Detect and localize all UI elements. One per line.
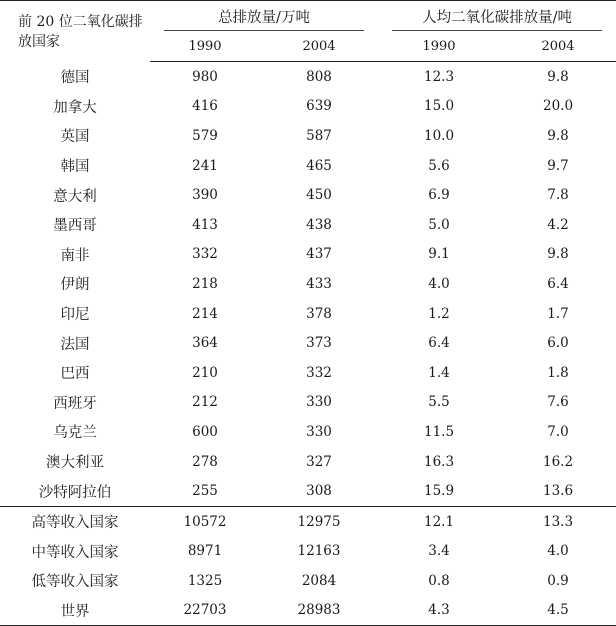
country-row — [0, 417, 616, 447]
country-row — [0, 62, 616, 92]
per-capita-2004-cell: 6.0 — [547, 335, 569, 352]
per-capita-2004-cell: 13.3 — [500, 506, 616, 536]
total-2004-cell: 808 — [306, 68, 332, 85]
total-emissions-label: 总排放量/万吨 — [218, 9, 310, 26]
total-1990-cell: 1325 — [187, 572, 223, 589]
per-capita-1990-cell: 5.5 — [428, 394, 450, 411]
country-name-cell: 德国 — [60, 70, 90, 87]
total-1990-cell: 364 — [192, 335, 218, 352]
country-row — [0, 240, 616, 270]
total-2004-cell: 12975 — [260, 506, 378, 536]
per-capita-1990-cell: 11.5 — [423, 423, 455, 440]
total-1990-cell: 255 — [192, 483, 218, 500]
total-2004-cell: 308 — [306, 483, 332, 500]
total-1990-cell: 10572 — [150, 506, 260, 536]
per-capita-2004-cell: 4.2 — [547, 216, 569, 233]
year-header: 1990 — [150, 31, 260, 62]
country-row — [0, 269, 616, 299]
per-capita-2004-cell: 1.8 — [547, 364, 569, 381]
country-name-cell: 加拿大 — [53, 99, 97, 116]
income-group-row — [0, 537, 616, 567]
per-capita-1990-cell: 15.9 — [423, 483, 455, 500]
per-capita-1990-cell: 0.8 — [428, 572, 450, 589]
per-capita-2004-cell: 0.9 — [547, 572, 569, 589]
country-name-cell: 伊朗 — [60, 277, 90, 294]
per-capita-2004-cell: 9.7 — [547, 157, 569, 174]
total-2004-cell: 378 — [306, 305, 332, 322]
total-2004-cell: 587 — [306, 127, 332, 144]
per-capita-1990-cell: 16.3 — [423, 453, 455, 470]
per-capita-1990-cell: 1.2 — [428, 305, 450, 322]
row-label-header: 前 20 位二氧化碳排放国家 — [0, 1, 150, 62]
per-capita-2004-cell: 7.6 — [547, 394, 569, 411]
per-capita-header — [378, 1, 616, 32]
country-row — [0, 476, 616, 506]
per-capita-2004-cell: 16.2 — [542, 453, 574, 470]
country-name-cell: 低等收入国家 — [31, 574, 119, 591]
country-row — [0, 299, 616, 329]
per-capita-1990-cell: 5.6 — [428, 157, 450, 174]
total-1990-cell: 332 — [192, 246, 218, 263]
country-row — [0, 180, 616, 210]
country-name-cell: 高等收入国家 — [0, 506, 150, 536]
per-capita-2004-cell: 4.5 — [500, 596, 616, 626]
total-2004-cell: 433 — [306, 275, 332, 292]
country-name-cell: 澳大利亚 — [46, 455, 104, 472]
country-name-cell: 韩国 — [60, 159, 90, 176]
country-name-cell: 西班牙 — [53, 395, 97, 412]
country-row — [0, 328, 616, 358]
per-capita-1990-cell: 4.0 — [428, 275, 450, 292]
country-name-cell: 南非 — [60, 247, 90, 264]
total-1990-cell: 600 — [192, 423, 218, 440]
per-capita-2004-cell: 7.0 — [547, 423, 569, 440]
total-2004-cell: 327 — [306, 453, 332, 470]
total-2004-cell: 450 — [306, 187, 332, 204]
country-row — [0, 447, 616, 477]
total-2004-cell: 330 — [306, 423, 332, 440]
country-name-cell: 乌克兰 — [53, 425, 97, 442]
total-2004-cell: 2084 — [301, 572, 337, 589]
total-1990-cell: 413 — [192, 216, 218, 233]
per-capita-1990-cell: 15.0 — [423, 98, 455, 115]
per-capita-2004-cell: 6.4 — [547, 275, 569, 292]
per-capita-2004-cell: 13.6 — [542, 483, 574, 500]
per-capita-1990-cell: 6.9 — [428, 187, 450, 204]
total-2004-cell: 373 — [306, 335, 332, 352]
per-capita-2004-cell: 7.8 — [547, 187, 569, 204]
total-emissions-header — [150, 1, 378, 32]
header-row-groups — [0, 1, 616, 32]
per-capita-2004-cell: 4.0 — [547, 543, 569, 560]
total-1990-cell: 579 — [192, 127, 218, 144]
total-1990-cell: 278 — [192, 453, 218, 470]
per-capita-1990-cell: 1.4 — [428, 364, 450, 381]
total-1990-cell: 8971 — [187, 543, 223, 560]
per-capita-1990-cell: 10.0 — [423, 127, 455, 144]
total-2004-cell: 465 — [306, 157, 332, 174]
per-capita-1990-cell: 9.1 — [428, 246, 450, 263]
per-capita-1990-cell: 5.0 — [428, 216, 450, 233]
total-1990-cell: 212 — [192, 394, 218, 411]
total-1990-cell: 241 — [192, 157, 218, 174]
country-name-cell: 法国 — [60, 336, 90, 353]
total-2004-cell: 330 — [306, 394, 332, 411]
per-capita-2004-cell: 20.0 — [542, 98, 574, 115]
year-header: 2004 — [500, 31, 616, 62]
per-capita-1990-cell: 3.4 — [428, 543, 450, 560]
per-capita-2004-cell: 9.8 — [547, 68, 569, 85]
country-name-cell: 墨西哥 — [53, 218, 97, 235]
per-capita-2004-cell: 1.7 — [547, 305, 569, 322]
country-row — [0, 121, 616, 151]
table-header — [0, 1, 616, 62]
total-2004-cell: 332 — [306, 364, 332, 381]
country-row — [0, 92, 616, 122]
total-2004-cell: 28983 — [260, 596, 378, 626]
country-name-cell: 英国 — [60, 129, 90, 146]
table-body — [0, 62, 616, 626]
year-header: 1990 — [378, 31, 500, 62]
total-1990-cell: 980 — [192, 68, 218, 85]
total-1990-cell: 22703 — [150, 596, 260, 626]
per-capita-1990-cell: 6.4 — [428, 335, 450, 352]
total-2004-cell: 12163 — [297, 543, 341, 560]
per-capita-label: 人均二氧化碳排放量/吨 — [422, 9, 572, 26]
country-name-cell: 沙特阿拉伯 — [38, 484, 112, 501]
group-underline — [392, 30, 602, 31]
total-2004-cell: 437 — [306, 246, 332, 263]
country-name-cell: 印尼 — [60, 307, 90, 324]
country-row — [0, 388, 616, 418]
per-capita-2004-cell: 9.8 — [547, 127, 569, 144]
income-group-row — [0, 506, 616, 536]
income-group-row — [0, 596, 616, 626]
total-1990-cell: 210 — [192, 364, 218, 381]
year-header: 2004 — [260, 31, 378, 62]
country-row — [0, 210, 616, 240]
total-1990-cell: 390 — [192, 187, 218, 204]
total-2004-cell: 639 — [306, 98, 332, 115]
per-capita-1990-cell: 4.3 — [378, 596, 500, 626]
income-group-row — [0, 566, 616, 596]
total-1990-cell: 218 — [192, 275, 218, 292]
per-capita-1990-cell: 12.1 — [378, 506, 500, 536]
total-1990-cell: 214 — [192, 305, 218, 322]
country-row — [0, 358, 616, 388]
total-1990-cell: 416 — [192, 98, 218, 115]
group-underline — [164, 30, 364, 31]
per-capita-2004-cell: 9.8 — [547, 246, 569, 263]
total-2004-cell: 438 — [306, 216, 332, 233]
country-name-cell: 中等收入国家 — [31, 544, 119, 561]
country-name-cell: 巴西 — [60, 366, 90, 383]
country-name-cell: 世界 — [0, 596, 150, 626]
country-row — [0, 151, 616, 181]
per-capita-1990-cell: 12.3 — [423, 68, 455, 85]
country-name-cell: 意大利 — [53, 188, 97, 205]
